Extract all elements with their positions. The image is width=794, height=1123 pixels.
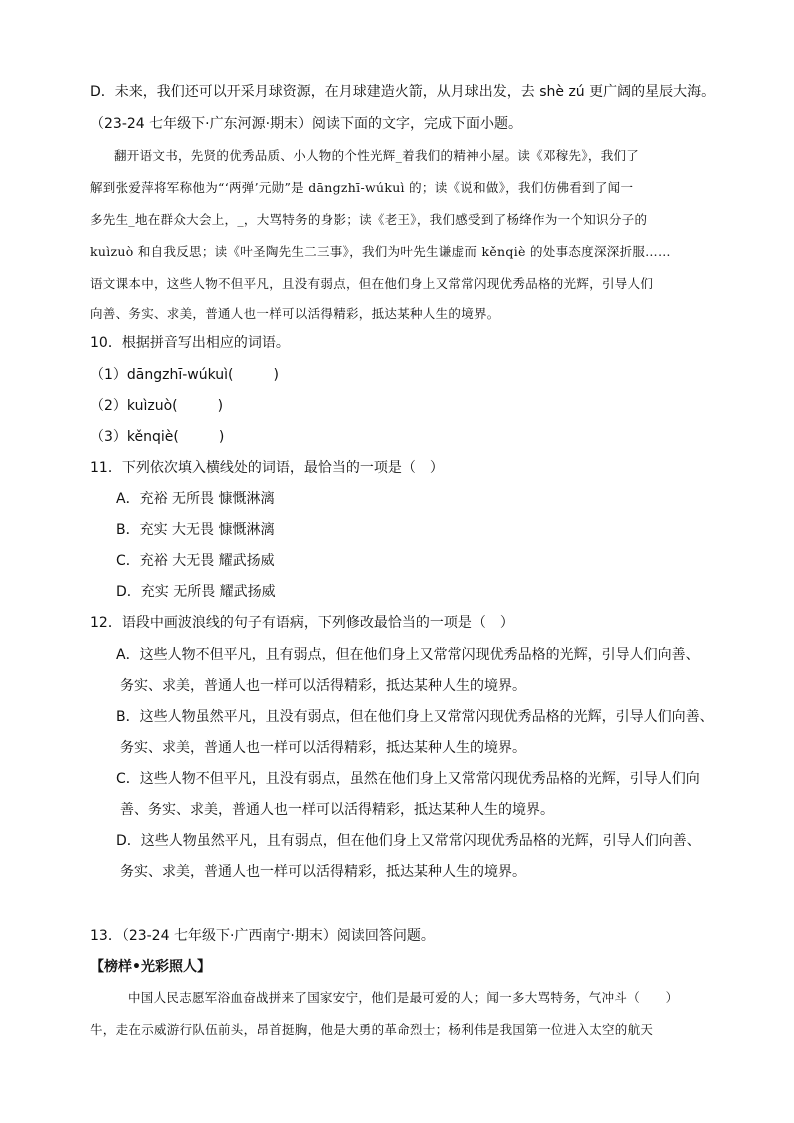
q11-option-c[interactable]: C．充裕 大无畏 耀武扬威 xyxy=(116,553,275,569)
q10-item-1 xyxy=(90,365,279,385)
passage-line: kuìzuò 和自我反思；读《叶圣陶先生二三事》，我们为叶先生谦虚而 kěnqiè 的处事态度深深折服…… xyxy=(90,244,671,259)
q10-item-2 xyxy=(90,396,223,416)
passage-line: 牛，走在示威游行队伍前头，昂首挺胸，他是大勇的革命烈士；杨利伟是我国第一位进入太空的航天 xyxy=(90,1022,654,1037)
passage-line: 向善、务实、求美，普通人也一样可以活得精彩，抵达某种人生的境界。 xyxy=(90,306,500,321)
bracket-close: ) xyxy=(217,398,224,414)
q12-option-d[interactable]: D．这些人物虽然平凡，且有弱点，但在他们身上又常常闪现优秀品格的光辉，引导人们向善、 xyxy=(116,833,701,849)
passage-line: 翻开语文书，先贤的优秀品质、小人物的个性光辉_着我们的精神小屋。读《邓稼先》，我们了 xyxy=(114,148,640,163)
q10-item-2-label: （2）kuìzuò( xyxy=(90,398,178,414)
passage-line: 语文课本中，这些人物不但平凡，且没有弱点，但在他们身上又常常闪现优秀品格的光辉，引导人们 xyxy=(90,276,654,291)
bracket-close: ) xyxy=(218,429,225,445)
q10-item-3 xyxy=(90,427,224,447)
q12-option-a-cont: 务实、求美，普通人也一样可以活得精彩，抵达某种人生的境界。 xyxy=(120,678,526,694)
question-12: 12．语段中画波浪线的句子有语病，下列修改最恰当的一项是（ ） xyxy=(90,615,514,631)
reading-instruction: （23-24 七年级下·广东河源·期末）阅读下面的文字，完成下面小题。 xyxy=(90,116,523,132)
q12-option-b[interactable]: B．这些人物虽然平凡，且没有弱点，但在他们身上又常常闪现优秀品格的光辉，引导人们向善、 xyxy=(116,709,714,725)
passage-line: 中国人民志愿军浴血奋战拼来了国家安宁，他们是最可爱的人；闻一多大骂特务，气冲斗（ ） xyxy=(128,990,679,1005)
q10-item-3-label: （3）kěnqiè( xyxy=(90,429,179,445)
q12-option-c[interactable]: C．这些人物不但平凡，且没有弱点，虽然在他们身上又常常闪现优秀品格的光辉，引导人们向 xyxy=(116,771,700,787)
q10-item-1-label: （1）dāngzhī-wúkuì( xyxy=(90,367,234,383)
bracket-close: ) xyxy=(273,367,279,383)
section-tag: 【榜样•光彩照人】 xyxy=(90,959,211,975)
q12-option-b-cont: 务实、求美，普通人也一样可以活得精彩，抵达某种人生的境界。 xyxy=(120,740,526,756)
q11-option-a[interactable]: A．充裕 无所畏 慷慨淋漓 xyxy=(116,491,275,507)
question-11: 11．下列依次填入横线处的词语，最恰当的一项是（ ） xyxy=(90,460,444,476)
question-13: 13．（23-24 七年级下·广西南宁·期末）阅读回答问题。 xyxy=(90,928,435,944)
passage-line: 多先生_地在群众大会上，_，大骂特务的身影；读《老王》，我们感受到了杨绛作为一个知识分子的 xyxy=(90,212,648,227)
q12-option-a[interactable]: A．这些人物不但平凡，且有弱点，但在他们身上又常常闪现优秀品格的光辉，引导人们向善、 xyxy=(116,647,700,663)
passage-line: 解到张爱萍将军称他为“‘两弹’元勋”是 dāngzhī-wúkuì 的；读《说和做》，我们仿佛看到了闻一 xyxy=(90,180,634,195)
q11-option-d[interactable]: D．充实 无所畏 耀武扬威 xyxy=(116,584,276,600)
option-d-text: D．未来，我们还可以开采月球资源，在月球建造火箭，从月球出发，去 shè zú 更广阔的星辰大海。 xyxy=(90,84,716,100)
question-10: 10．根据拼音写出相应的词语。 xyxy=(90,335,290,351)
q12-option-d-cont: 务实、求美，普通人也一样可以活得精彩，抵达某种人生的境界。 xyxy=(120,864,526,880)
q11-option-b[interactable]: B．充实 大无畏 慷慨淋漓 xyxy=(116,522,275,538)
q12-option-c-cont: 善、务实、求美，普通人也一样可以活得精彩，抵达某种人生的境界。 xyxy=(120,802,554,818)
